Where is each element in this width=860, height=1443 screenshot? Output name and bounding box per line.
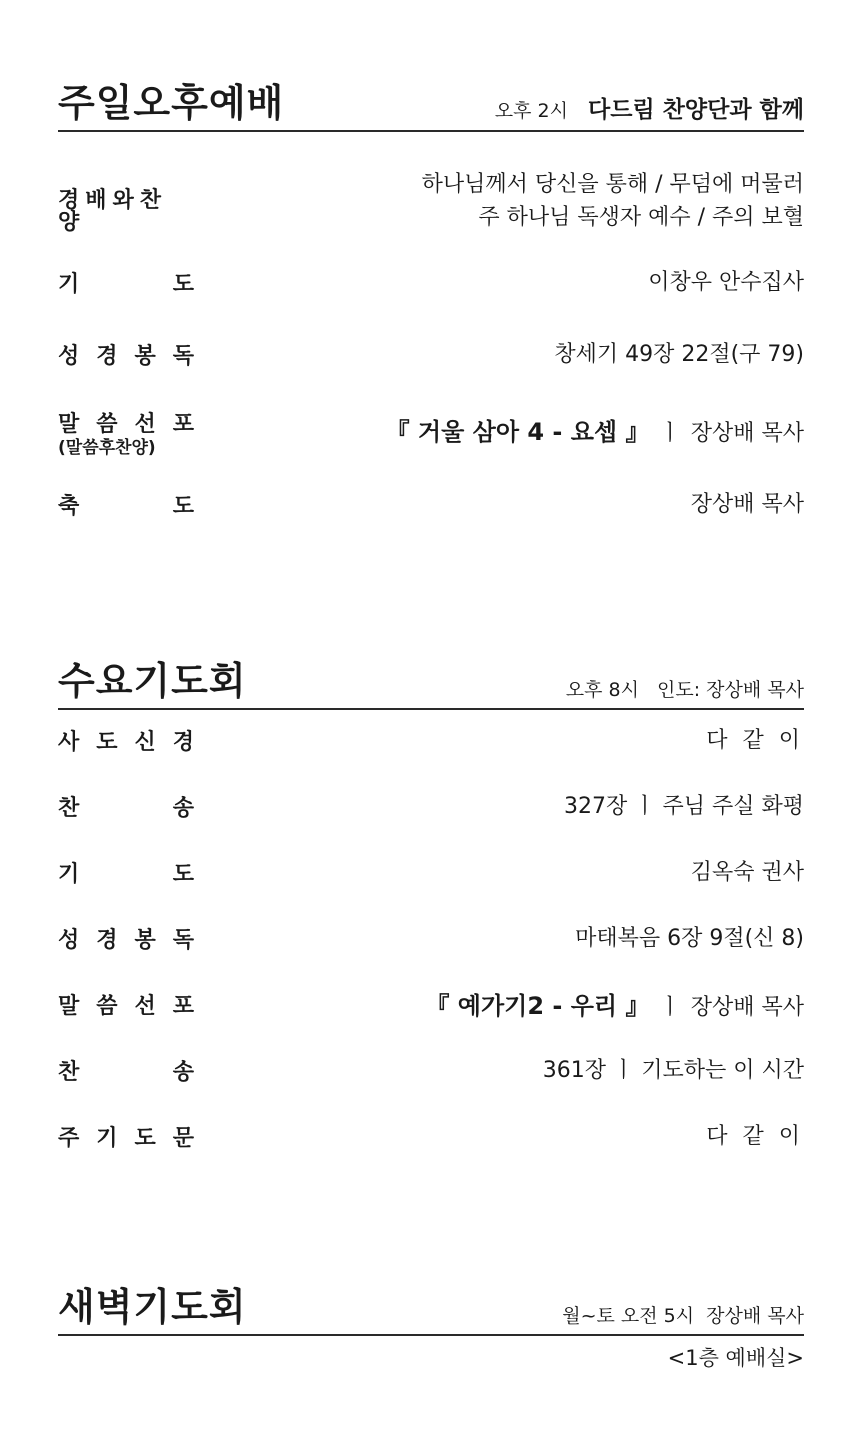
preacher: 장상배 목사 (690, 421, 804, 446)
service-leader: 인도: 장상배 목사 (657, 679, 804, 701)
order-value (422, 168, 804, 234)
section-header (58, 658, 804, 710)
order-label: 경배와찬양 (58, 188, 168, 235)
order-label: 성 경 봉 독 (58, 344, 194, 369)
sermon-title: 『 거울 삼아 4 - 요셉 』 (385, 418, 650, 446)
order-label: 기 도 (58, 272, 194, 297)
song-line: 하나님께서 당신을 통해 / 무덤에 머물러 (421, 172, 804, 197)
section-subtitle (495, 99, 804, 122)
service-with: 다드림 찬양단과 함께 (588, 97, 804, 123)
section-title: 수요기도회 (58, 659, 247, 703)
order-label: 성 경 봉 독 (58, 928, 194, 953)
section-subtitle (566, 681, 804, 700)
section-subtitle: 월~토 오전 5시 장상배 목사 (562, 1305, 804, 1327)
section-header (58, 1284, 804, 1336)
service-time: 오후 2시 (494, 100, 568, 122)
order-value: 장상배 목사 (690, 492, 804, 517)
order-value: 다 같 이 (706, 728, 804, 753)
order-label: 말 씀 선 포 (58, 994, 194, 1019)
section-title: 주일오후예배 (58, 81, 285, 125)
song-line: 주 하나님 독생자 예수 / 주의 보혈 (478, 205, 804, 230)
order-label: 기 도 (58, 862, 194, 887)
section-title: 새벽기도회 (58, 1285, 247, 1329)
section-header (58, 80, 804, 132)
order-value: 『 예가기2 - 우리 』 ㅣ 장상배 목사 (425, 992, 804, 1020)
order-label: 찬 송 (58, 1060, 194, 1085)
order-label: 말 씀 선 포 (58, 412, 194, 437)
order-label: 주 기 도 문 (58, 1126, 194, 1151)
order-value: 이창우 안수집사 (648, 270, 804, 295)
order-value: 창세기 49장 22절(구 79) (554, 342, 804, 367)
order-label: 축 도 (58, 494, 194, 519)
order-value: 327장 ㅣ 주님 주실 화평 (564, 794, 804, 819)
dawn-prayer-meeting (58, 1284, 804, 1370)
order-value: 361장 ㅣ 기도하는 이 시간 (542, 1058, 804, 1083)
order-label-sub: (말씀후찬양) (58, 438, 156, 458)
preacher: 장상배 목사 (690, 995, 804, 1020)
location-note: <1층 예배실> (667, 1346, 804, 1370)
order-label: 찬 송 (58, 796, 194, 821)
order-value: 마태복음 6장 9절(신 8) (575, 926, 804, 951)
order-value: 『 거울 삼아 4 - 요셉 』 ㅣ 장상배 목사 (385, 418, 804, 446)
order-label: 사 도 신 경 (58, 730, 194, 755)
sunday-afternoon-service (58, 80, 804, 132)
sermon-title: 『 예가기2 - 우리 』 (425, 992, 650, 1020)
order-value: 김옥숙 권사 (690, 860, 804, 885)
wednesday-prayer-meeting (58, 658, 804, 710)
service-time: 오후 8시 (565, 679, 639, 701)
order-value: 다 같 이 (706, 1124, 804, 1149)
